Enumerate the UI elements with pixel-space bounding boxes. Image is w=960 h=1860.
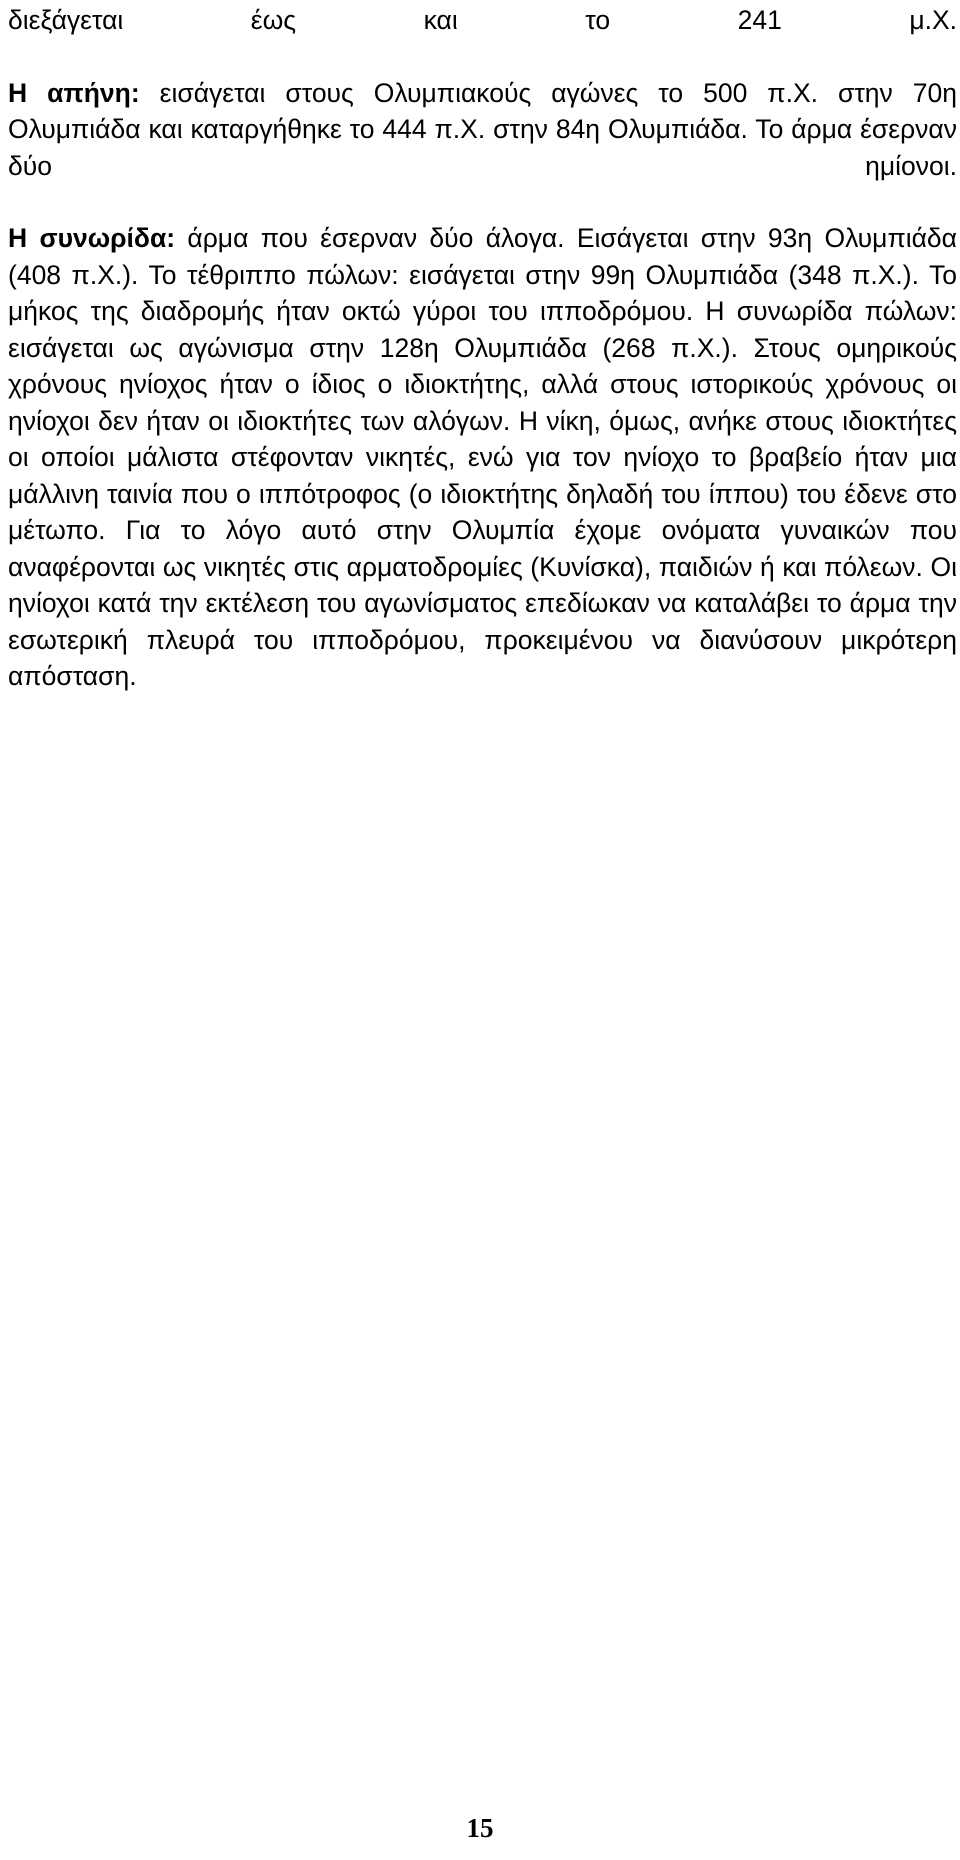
page-number: 15: [466, 1813, 494, 1843]
synoris-term: Η συνωρίδα:: [8, 223, 176, 253]
apini-text: εισάγεται στους Ολυμπιακούς αγώνες το 500 π.Χ. στην 70η Ολυμπιάδα και καταργήθηκε το 444 π.Χ. στην 84η Ολυμπιάδα. Το άρμα έσερναν δύο ημίονοι.: [8, 77, 957, 181]
continuation-text: διεξάγεται έως και το 241 μ.Χ.: [8, 5, 957, 35]
document-page: [8, 0, 957, 695]
synoris-text: άρμα που έσερναν δύο άλογα. Εισάγεται στην 93η Ολυμπιάδα (408 π.Χ.). Το τέθριππο πώλων: εισάγεται στην 99η Ολυμπιάδα (348 π.Χ.). Το μήκος της διαδρομής ήταν οκτώ γύροι του ιπποδρόμου. Η συνωρίδα πώλων: εισάγεται ως αγώνισμα στην 128η Ολυμπιάδα (268 π.Χ.). Στους ομηρικούς χρόνους ηνίοχος ήταν ο ίδιος ο ιδιοκτήτης, αλλά στους ιστορικούς χρόνους οι ηνίοχοι δεν ήταν οι ιδιοκτήτες των αλόγων. Η νίκη, όμως, ανήκε στους ιδιοκτήτες οι οποίοι μάλιστα στέφονταν νικητές, ενώ για τον ηνίοχο το βραβείο ήταν μια μάλλινη ταινία που ο ιππότροφος (ο ιδιοκτήτης δηλαδή του ίππου) του έδενε στο μέτωπο. Για το λόγο αυτό στην Ολυμπία έχομε ονόματα γυναικών που αναφέρονται ως νικητές στις αρματοδρομίες (Κυνίσκα), παιδιών ή και πόλεων. Οι ηνίοχοι κατά την εκτέλεση του αγωνίσματος επεδίωκαν να καταλάβει το άρμα την εσωτερική πλευρά του ιπποδρόμου, προκειμένου να διανύσουν μικρότερη απόσταση.: [8, 223, 958, 691]
synoris-paragraph: [8, 220, 957, 695]
apini-term: Η απήνη:: [8, 77, 140, 108]
apini-paragraph: [8, 75, 957, 185]
continuation-paragraph: [8, 2, 957, 39]
